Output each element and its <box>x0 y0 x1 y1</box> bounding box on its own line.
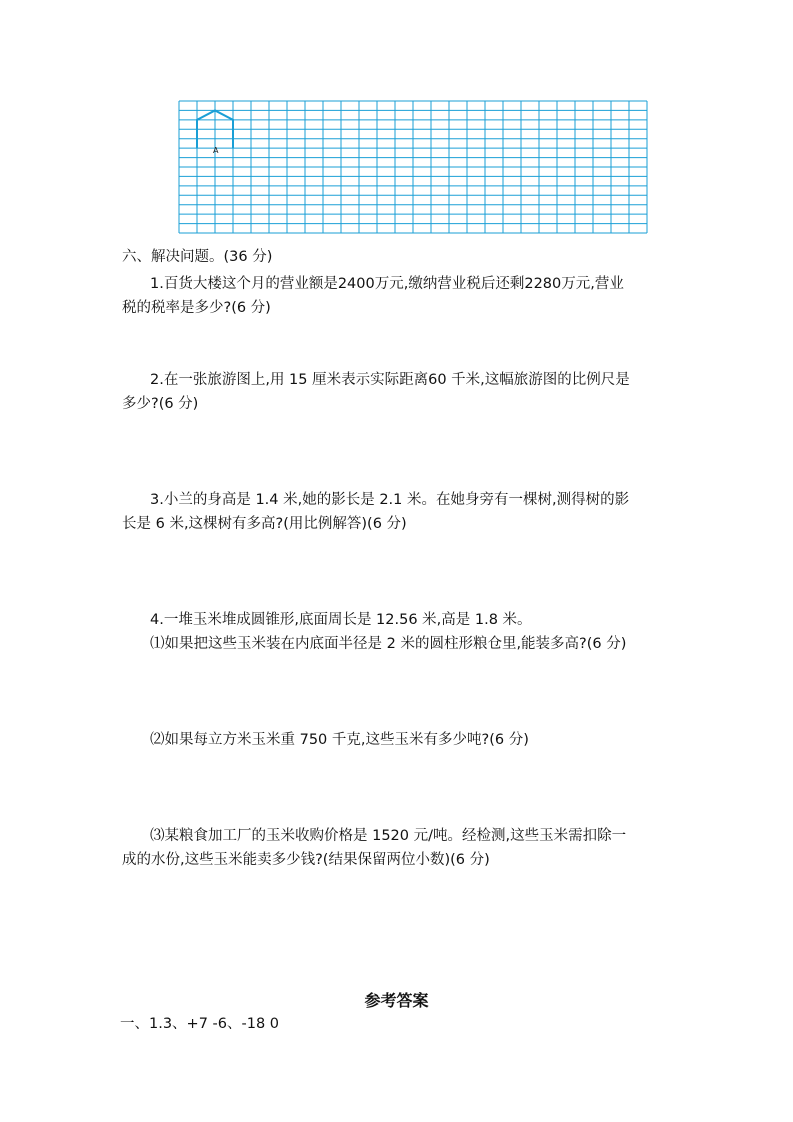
problem-4-part-1: ⑴如果把这些玉米装在内底面半径是 2 米的圆柱形粮仓里,能装多高?(6 分) <box>150 636 627 652</box>
problem-4-part-2: ⑵如果每立方米玉米重 750 千克,这些玉米有多少吨?(6 分) <box>150 732 529 748</box>
answers-title: 参考答案 <box>364 991 429 1010</box>
marker-point-label: A <box>213 146 219 156</box>
grid-figure <box>178 100 648 234</box>
section-title: 六、解决问题。(36 分) <box>122 249 273 265</box>
problem-3-line-1: 3.小兰的身高是 1.4 米,她的影长是 2.1 米。在她身旁有一棵树,测得树的影 <box>150 492 630 508</box>
problem-2-line-1: 2.在一张旅游图上,用 15 厘米表示实际距离60 千米,这幅旅游图的比例尺是 <box>150 372 630 388</box>
problem-4-part-3-line-1: ⑶某粮食加工厂的玉米收购价格是 1520 元/吨。经检测,这些玉米需扣除一 <box>150 828 627 844</box>
problem-1-line-1: 1.百货大楼这个月的营业额是2400万元,缴纳营业税后还剩2280万元,营业 <box>150 276 624 292</box>
grid-paper <box>178 100 648 234</box>
problem-1-line-2: 税的税率是多少?(6 分) <box>122 300 271 316</box>
problem-4-line-1: 4.一堆玉米堆成圆锥形,底面周长是 12.56 米,高是 1.8 米。 <box>150 612 532 628</box>
problem-4-part-3-line-2: 成的水份,这些玉米能卖多少钱?(结果保留两位小数)(6 分) <box>122 852 490 868</box>
problem-2-line-2: 多少?(6 分) <box>122 396 199 412</box>
answer-line-1: 一、1.3、+7 -6、-18 0 <box>120 1016 280 1032</box>
problem-3-line-2: 长是 6 米,这棵树有多高?(用比例解答)(6 分) <box>122 516 407 532</box>
